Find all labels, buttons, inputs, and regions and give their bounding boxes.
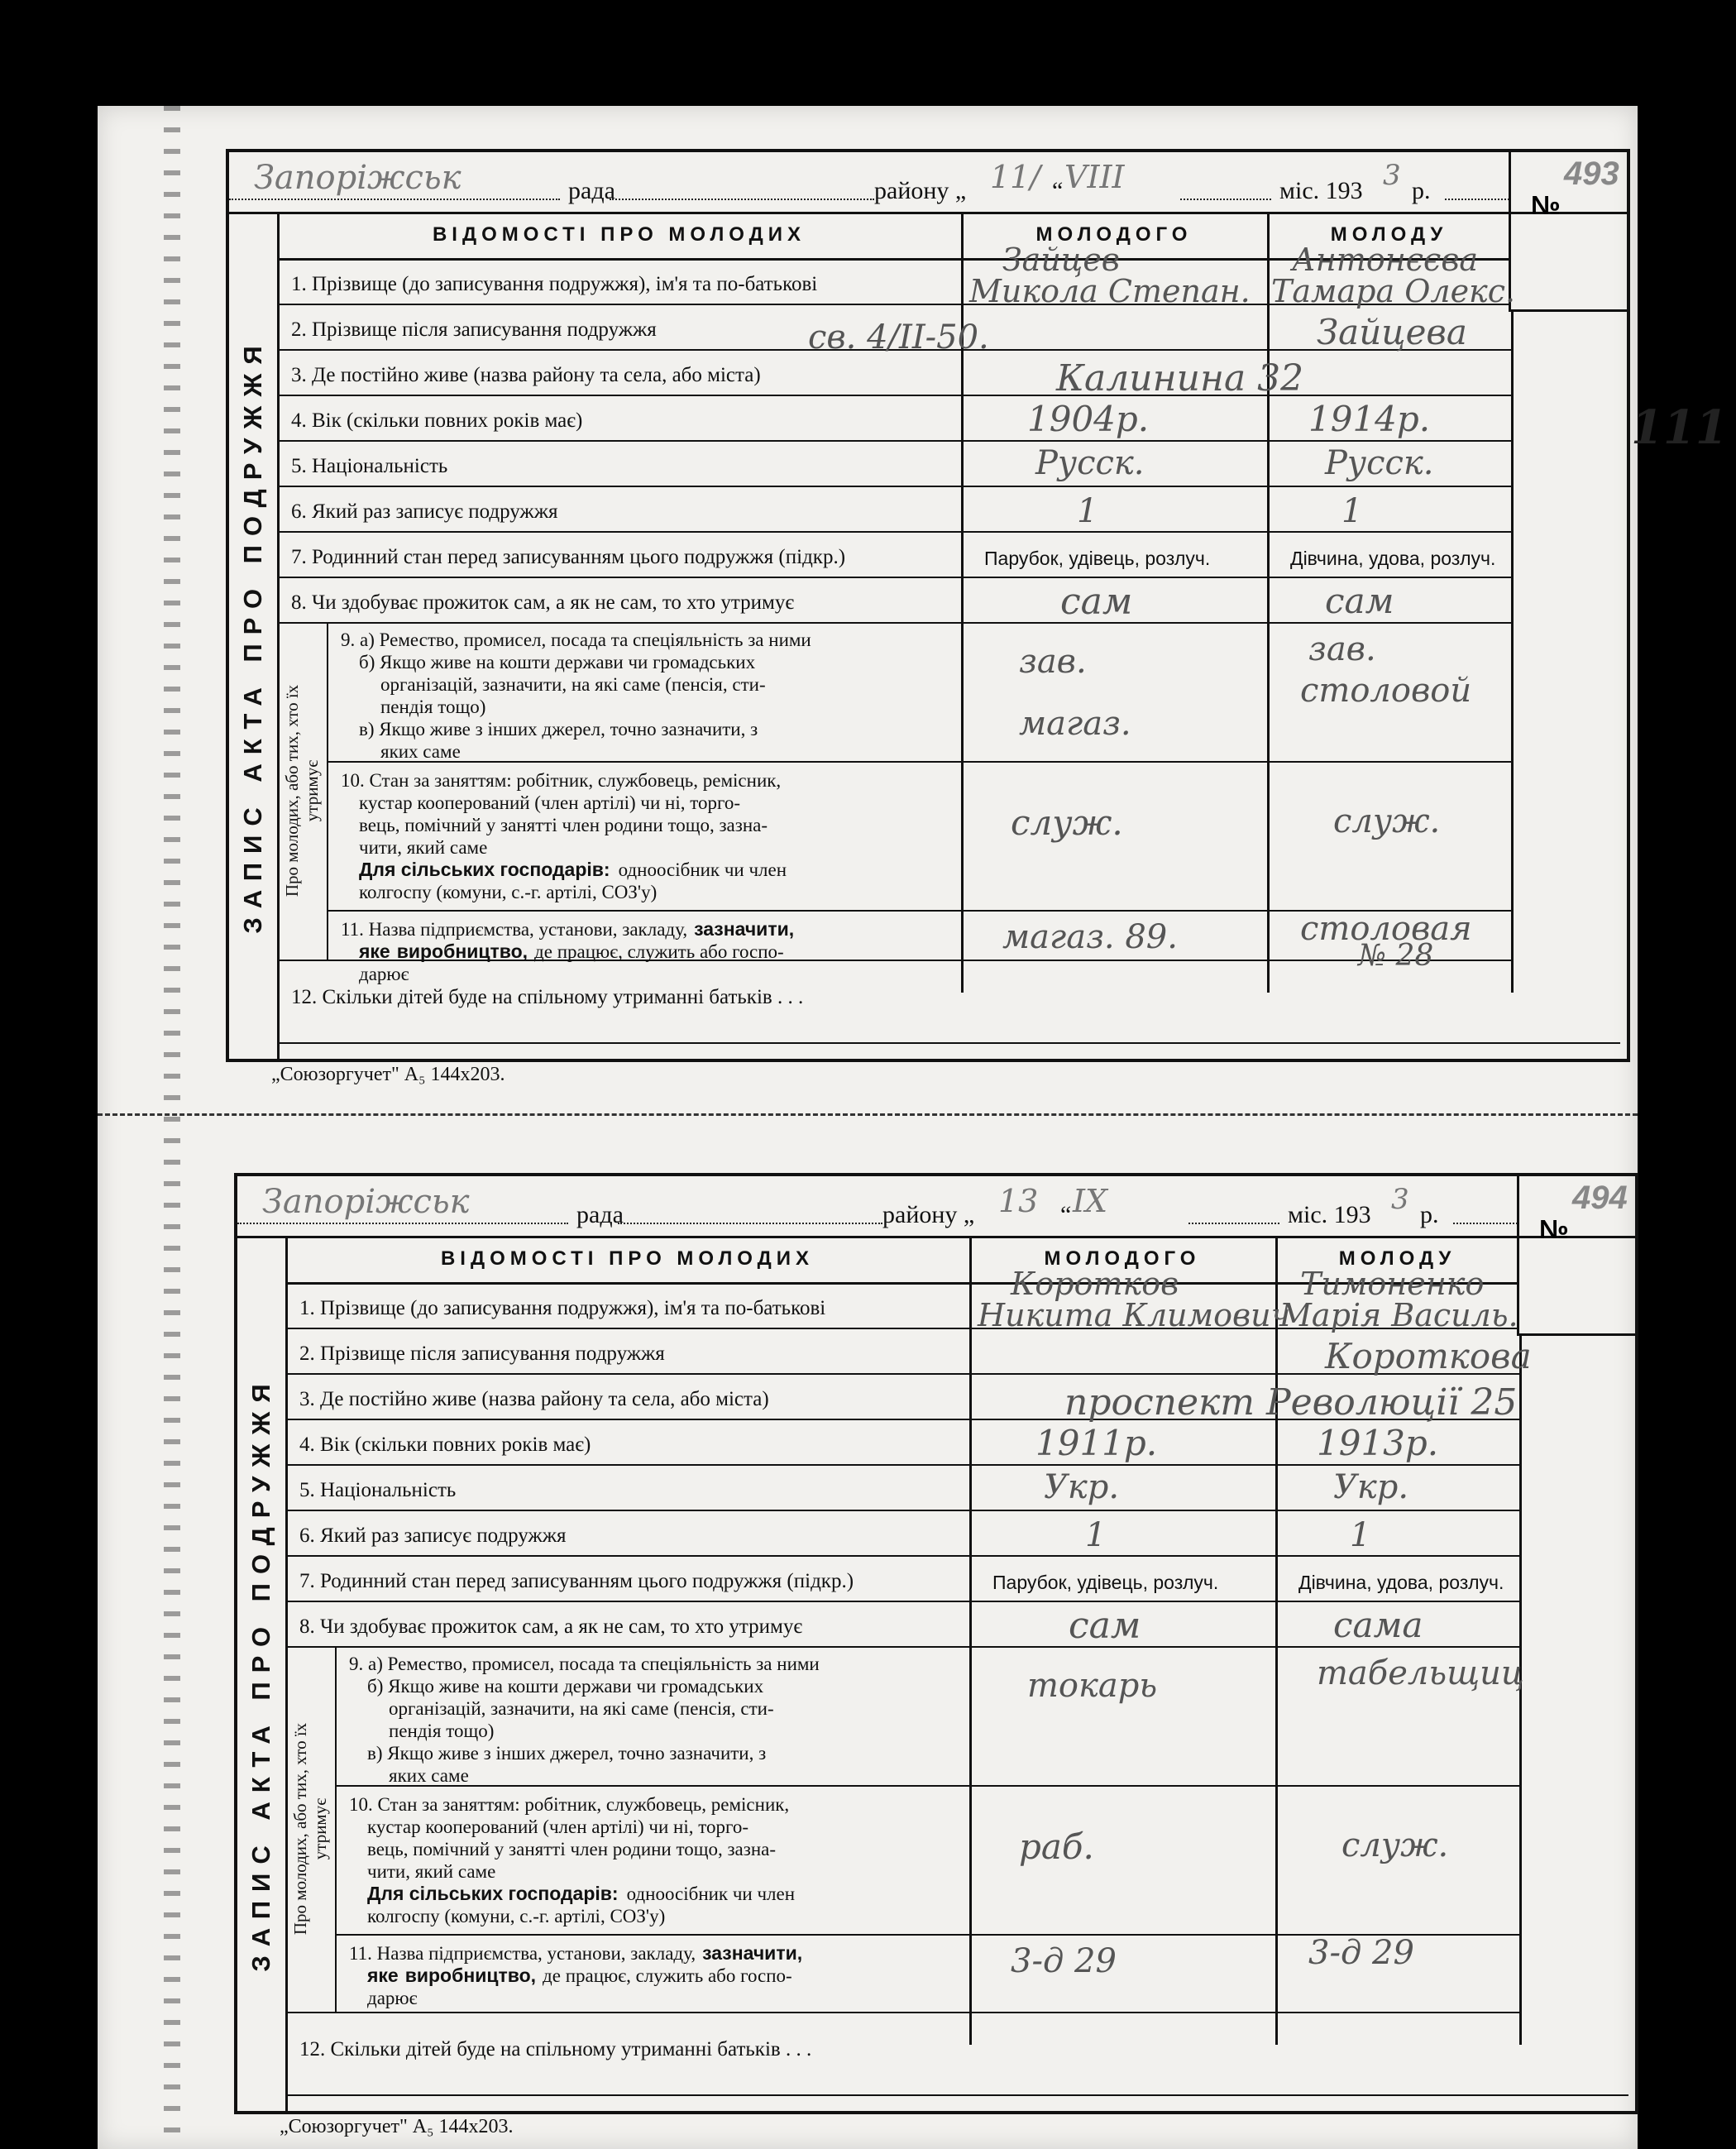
handwritten-bride-job2: столовой (1300, 672, 1472, 710)
header-row (229, 152, 1627, 214)
row-12-bottom (285, 2094, 1628, 2096)
margin-mark: 111 (1631, 400, 1728, 455)
row-11-line-1 (341, 918, 794, 940)
handwritten-bride-occ: служ. (1341, 1826, 1449, 1864)
row-4-label: 4. Вік (скільки повних років має) (299, 1433, 591, 1456)
handwritten-bride-surname: Тимоненко (1300, 1266, 1485, 1302)
handwritten-groom-nat: Русск. (1035, 444, 1145, 482)
row-10-line-3: чити, який саме (359, 837, 488, 858)
header-row (237, 1176, 1635, 1238)
row-5-label: 5. Національність (299, 1479, 457, 1501)
side-title: ЗАПИС АКТА ПРО ПОДРУЖЖЯ (238, 337, 267, 934)
record-number-box (1509, 152, 1627, 312)
dotted-fill-0 (229, 199, 560, 200)
rayonu-label: району „ (874, 177, 967, 204)
day-handwritten: 13 (998, 1183, 1039, 1219)
row-10-line-1: кустар кооперований (член артілі) чи ні, торго- (367, 1816, 748, 1837)
handwritten-bride-job1: зав. (1308, 630, 1376, 668)
handwritten-groom-occ: раб. (1019, 1826, 1094, 1867)
column-header-info: ВІДОМОСТІ ПРО МОЛОДИХ (277, 212, 961, 261)
quote-close: “ (1052, 177, 1064, 204)
mis-label: міс. 193 (1288, 1201, 1371, 1228)
handwritten-bride-age: 1913р. (1317, 1423, 1439, 1463)
handwritten-groom-times: 1 (1077, 492, 1098, 530)
handwritten-groom-work: 3-д 29 (1011, 1942, 1117, 1980)
month-handwritten: VIII (1064, 159, 1125, 195)
row-11-bold: зазначити, (694, 918, 795, 940)
handwritten-row2-note: св. 4/II-50. (808, 318, 989, 357)
row-11-a: 11. Назва підприємства, установи, закладу, (341, 919, 688, 940)
month-handwritten: IX (1073, 1183, 1108, 1219)
row-12-label: 12. Скільки дітей буде на спільному утриманні батьків . . . (291, 986, 804, 1008)
mis-label: міс. 193 (1279, 177, 1363, 204)
column-header-info: ВІДОМОСТІ ПРО МОЛОДИХ (285, 1236, 969, 1285)
handwritten-groom-name: Никита Климович (978, 1297, 1291, 1333)
dotted-fill-2 (1180, 199, 1271, 200)
row-2-label: 2. Прізвище після записування подружжя (291, 318, 657, 341)
handwritten-bride-new-surname: Короткова (1325, 1336, 1532, 1376)
row-10-tail-1: колгоспу (комуни, с.-г. артілі, СОЗ'у) (367, 1906, 666, 1926)
row-9-line-3: пендія тощо) (389, 1721, 495, 1741)
side-subtitle: Про молодих, або тих, хто їх утримує (290, 1722, 330, 1936)
handwritten-bride-work1: столовая (1300, 910, 1472, 948)
row-10-line-2: вець, помічний у занятті член родини тощо, зазна- (367, 1839, 777, 1859)
groom-status-options: Парубок, удівець, розлуч. (984, 548, 1211, 569)
r-label: р. (1420, 1201, 1439, 1228)
handwritten-bride-self: сама (1333, 1605, 1423, 1645)
handwritten-bride-work2: № 28 (1358, 939, 1434, 973)
row-11-c: де працює, служить або госпо- (543, 1965, 792, 1986)
year-digit-handwritten: 3 (1391, 1183, 1409, 1216)
row-3-label: 3. Де постійно живе (назва району та села, або міста) (299, 1388, 769, 1410)
handwritten-groom-job2: магаз. (1019, 705, 1131, 743)
row-3-label: 3. Де постійно живе (назва району та села, або міста) (291, 364, 761, 386)
row-12-bottom (277, 1042, 1620, 1044)
column-divider-0 (969, 1236, 972, 2045)
side-title-column (229, 212, 280, 1059)
handwritten-groom-surname: Коротков (1011, 1266, 1179, 1302)
row-10-farmers-line (349, 1883, 795, 1905)
handwritten-bride-name: Тамара Олекс. (1271, 273, 1516, 309)
quote-close: “ (1060, 1201, 1072, 1228)
row-9-block (341, 629, 811, 763)
row-line-6 (285, 1555, 1519, 1557)
dotted-fill-0 (237, 1223, 568, 1224)
groom-status-options: Парубок, удівець, розлуч. (992, 1572, 1219, 1593)
row-11-d: дарює (367, 1988, 418, 2008)
handwritten-groom-self: сам (1060, 581, 1133, 623)
handwritten-bride-age: 1914р. (1308, 399, 1431, 439)
row-line-5 (277, 486, 1511, 487)
year-digit-handwritten: 3 (1383, 159, 1401, 192)
handwritten-bride-new-surname: Зайцева (1317, 312, 1467, 352)
row-11-d: дарює (359, 964, 409, 984)
row-8-label: 8. Чи здобуває прожиток сам, а як не сам, то хто утримує (299, 1615, 803, 1638)
handwritten-address: проспект Революції 25 (1064, 1381, 1518, 1424)
column-header-bride: МОЛОДУ (1267, 212, 1511, 261)
row-9-line-5: яких саме (389, 1765, 469, 1786)
row-11-line-2 (349, 1965, 802, 1987)
handwritten-address: Калинина 32 (1056, 357, 1304, 400)
handwritten-bride-occ: служ. (1333, 802, 1441, 840)
row-10-farmers-bold: Для сільських господарів: (367, 1883, 619, 1904)
handwritten-groom-job1: зав. (1019, 643, 1087, 681)
handwritten-bride-times: 1 (1350, 1516, 1371, 1554)
handwritten-groom-age: 1911р. (1035, 1423, 1158, 1463)
row-9-block (349, 1653, 820, 1787)
row-11-block (341, 918, 794, 985)
column-divider-1 (1275, 1236, 1278, 2045)
marriage-record-form-1 (226, 149, 1728, 1062)
dotted-fill-3 (1453, 1223, 1518, 1224)
record-number-handwritten: 493 (1564, 156, 1619, 192)
row-7-label: 7. Родинний стан перед записуванням цього подружжя (підкр.) (291, 546, 846, 568)
row-9-line-1: б) Якщо живе на кошти держави чи громадських (359, 652, 756, 672)
handwritten-bride-name: Марія Василь. (1279, 1297, 1518, 1333)
row-11-c: де працює, служить або госпо- (534, 941, 784, 962)
r-label: р. (1412, 177, 1431, 204)
row-11-bold2: виробництво, (396, 940, 528, 962)
handwritten-groom-times: 1 (1085, 1516, 1107, 1554)
row-10-tail-0: одноосібник чи член (626, 1883, 796, 1904)
row-10-farmers-bold: Для сільських господарів: (359, 859, 610, 880)
column-header-groom: МОЛОДОГО (969, 1236, 1275, 1285)
row-10-tail-1: колгоспу (комуни, с.-г. артілі, СОЗ'у) (359, 882, 658, 902)
row-9-line-4: в) Якщо живе з інших джерел, точно зазначити, з (359, 719, 758, 739)
row-10-line-0: 10. Стан за заняттям: робітник, службовець, ремісник, (349, 1794, 790, 1815)
row-11-b: яке (367, 1965, 399, 1986)
row-10-farmers-line (341, 859, 787, 881)
row-line-7 (277, 577, 1511, 578)
row-11-a: 11. Назва підприємства, установи, закладу, (349, 1943, 696, 1964)
row-9-line-2: організацій, зазначити, на які саме (пенсія, сти- (389, 1698, 774, 1719)
print-footer: „Союзоргучет" А₅ 144х203. (271, 1064, 505, 1085)
row-line-7 (285, 1601, 1519, 1602)
row-10-line-0: 10. Стан за заняттям: робітник, службовець, ремісник, (341, 770, 782, 791)
handwritten-groom-self: сам (1069, 1605, 1141, 1647)
rayonu-label: району „ (882, 1201, 975, 1228)
row-9-line-0: 9. а) Ремество, промисел, посада та спеціяльність за ними (341, 629, 811, 650)
print-footer: „Союзоргучет" А₅ 144х203. (280, 2116, 514, 2137)
dotted-fill-1 (618, 1223, 882, 1224)
side-subtitle-column (277, 622, 328, 960)
district-handwritten: Запоріжськ (254, 159, 461, 197)
column-header-bride: МОЛОДУ (1275, 1236, 1519, 1285)
handwritten-bride-surname: Антонєєва (1292, 242, 1479, 278)
side-subtitle-column (285, 1646, 337, 2012)
handwritten-groom-occ: служ. (1011, 802, 1123, 843)
row-line-5 (285, 1510, 1519, 1511)
row-6-label: 6. Який раз записує подружжя (291, 500, 558, 523)
row-line-8 (277, 622, 1511, 624)
row-8-label: 8. Чи здобуває прожиток сам, а як не сам, то хто утримує (291, 591, 795, 614)
column-header-groom: МОЛОДОГО (961, 212, 1267, 261)
row-11-bold: зазначити, (702, 1942, 803, 1964)
dotted-fill-2 (1188, 1223, 1279, 1224)
row-11-block (349, 1942, 802, 2009)
dotted-fill-1 (610, 199, 874, 200)
handwritten-bride-times: 1 (1341, 492, 1363, 530)
row-10-line-1: кустар кооперований (член артілі) чи ні, торго- (359, 792, 740, 813)
row-10-tail-0: одноосібник чи член (618, 859, 787, 880)
row-11-line-1 (349, 1942, 802, 1965)
handwritten-bride-work1: 3-д 29 (1308, 1934, 1414, 1972)
number-label: № (1531, 190, 1561, 220)
side-title: ЗАПИС АКТА ПРО ПОДРУЖЖЯ (246, 1375, 275, 1972)
row-9-line-1: б) Якщо живе на кошти держави чи громадських (367, 1676, 764, 1697)
handwritten-bride-self: сам (1325, 581, 1394, 621)
marriage-record-form-2 (234, 1173, 1638, 2114)
record-number-box (1517, 1176, 1635, 1336)
row-10-line-3: чити, який саме (367, 1861, 496, 1882)
rada-label: рада (576, 1201, 624, 1228)
handwritten-groom-name: Микола Степан. (969, 273, 1251, 309)
number-label: № (1539, 1214, 1569, 1244)
row-line-4 (285, 1464, 1519, 1466)
side-subtitle: Про молодих, або тих, хто їх утримує (282, 684, 322, 897)
row-4-label: 4. Вік (скільки повних років має) (291, 409, 583, 432)
row-12-label: 12. Скільки дітей буде на спільному утриманні батьків . . . (299, 2038, 812, 2060)
row-11-bold2: виробництво, (404, 1965, 537, 1986)
row-5-label: 5. Національність (291, 455, 448, 477)
row-10-block (341, 769, 787, 903)
handwritten-groom-work: магаз. 89. (1002, 918, 1178, 956)
handwritten-bride-nat: Русск. (1325, 444, 1434, 482)
row-11-bottom (277, 960, 1511, 961)
row-line-6 (277, 531, 1511, 533)
handwritten-bride-nat: Укр. (1333, 1468, 1409, 1506)
side-title-column (237, 1236, 288, 2111)
perforation-holes (164, 106, 180, 2149)
district-handwritten: Запоріжськ (262, 1183, 470, 1221)
row-9-line-4: в) Якщо живе з інших джерел, точно зазначити, з (367, 1743, 767, 1764)
row-1-label: 1. Прізвище (до записування подружжя), ім'я та по-батькові (299, 1297, 826, 1319)
day-handwritten: 11/ (990, 159, 1041, 195)
row-11-bottom (285, 2012, 1519, 2013)
row-line-4 (277, 440, 1511, 442)
row-9-line-0: 9. а) Ремество, промисел, посада та спеціяльність за ними (349, 1654, 820, 1674)
column-divider-2 (1511, 309, 1514, 993)
row-1-label: 1. Прізвище (до записування подружжя), ім'я та по-батькові (291, 273, 818, 295)
rada-label: рада (568, 177, 615, 204)
row-6-label: 6. Який раз записує подружжя (299, 1524, 567, 1547)
handwritten-groom-job1: токарь (1027, 1667, 1158, 1705)
bride-status-options: Дівчина, удова, розлуч. (1290, 548, 1496, 569)
row-9-bottom (335, 1785, 1519, 1787)
handwritten-bride-job1: табельщиц (1317, 1654, 1524, 1692)
record-number-handwritten: 494 (1572, 1180, 1628, 1216)
row-11-b: яке (359, 940, 390, 962)
handwritten-groom-surname: Зайцев (1002, 242, 1120, 278)
cut-line (98, 1113, 1638, 1116)
row-7-label: 7. Родинний стан перед записуванням цього подружжя (підкр.) (299, 1570, 854, 1592)
dotted-fill-3 (1445, 199, 1509, 200)
row-2-label: 2. Прізвище після записування подружжя (299, 1343, 665, 1365)
handwritten-groom-nat: Укр. (1044, 1468, 1120, 1506)
row-9-line-3: пендія тощо) (380, 696, 486, 717)
column-divider-1 (1267, 212, 1270, 993)
row-line-3 (277, 395, 1511, 396)
row-10-block (349, 1793, 795, 1927)
row-9-line-5: яких саме (380, 741, 461, 762)
bride-status-options: Дівчина, удова, розлуч. (1298, 1572, 1504, 1593)
row-10-line-2: вець, помічний у занятті член родини тощо, зазна- (359, 815, 768, 835)
handwritten-groom-age: 1904р. (1027, 399, 1150, 439)
row-9-bottom (327, 761, 1511, 763)
row-9-line-2: організацій, зазначити, на які саме (пенсія, сти- (380, 674, 766, 695)
row-line-8 (285, 1646, 1519, 1648)
